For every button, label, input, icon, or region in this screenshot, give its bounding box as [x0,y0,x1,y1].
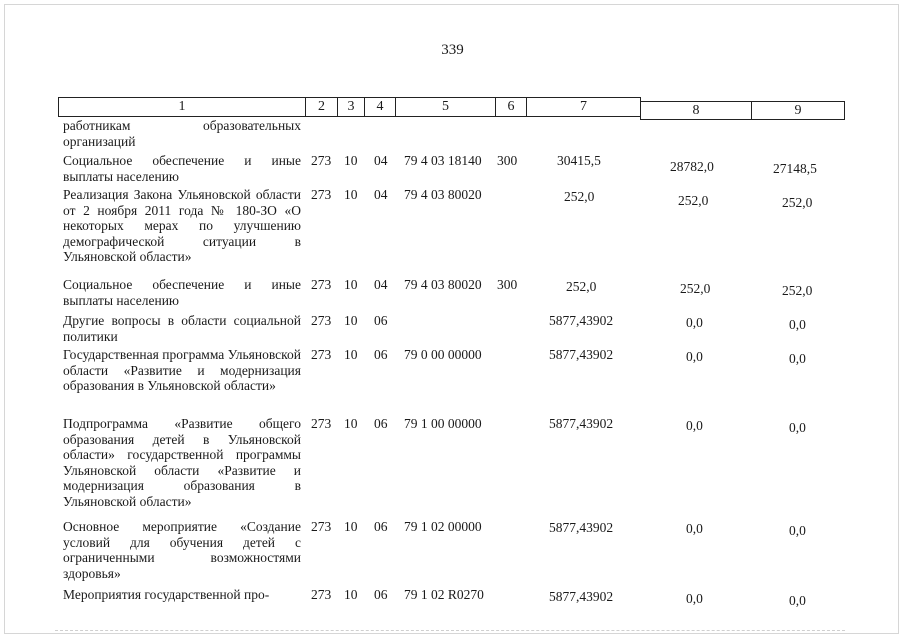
row-col4: 04 [374,277,388,292]
page-number: 339 [441,42,464,58]
row-name: Основное мероприятие «Создание условий для обучения детей с ограниченными возможностями здоровья» [63,519,301,581]
row-col8: 0,0 [686,315,703,330]
row-col8: 28782,0 [670,159,714,174]
row-col3: 10 [344,277,358,292]
row-col5: 79 1 02 00000 [404,519,482,534]
row-name: Социальное обеспечение и иные выплаты населению [63,277,301,308]
row-col8: 0,0 [686,418,703,433]
col-header-6: 6 [495,97,527,117]
row-name: Подпрограмма «Развитие общего образования детей в Ульяновской области» государственной программы Ульяновской области «Развитие и модернизация образования в Ульяновской области» [63,416,301,509]
row-col3: 10 [344,187,358,202]
row-col7: 30415,5 [557,153,601,168]
row-name: Мероприятия государственной про- [63,587,270,602]
col-header-2: 2 [305,97,338,117]
row-col8: 0,0 [686,349,703,364]
col-header-7: 7 [526,97,641,117]
row-col4: 06 [374,416,388,431]
row-col7: 252,0 [566,279,597,294]
col-header-8: 8 [640,101,752,120]
col-header-4: 4 [364,97,396,117]
row-col9: 0,0 [789,593,806,608]
row-col4: 04 [374,153,388,168]
row-col5: 79 4 03 80020 [404,277,482,292]
row-col9: 252,0 [782,195,813,210]
row-col8: 252,0 [680,281,711,296]
col-header-5: 5 [395,97,496,117]
row-name: Другие вопросы в области социальной политики [63,313,301,344]
row-col2: 273 [311,587,332,602]
row-col9: 27148,5 [773,161,817,176]
row-col8: 0,0 [686,521,703,536]
row-col2: 273 [311,416,332,431]
row-name: Реализация Закона Ульяновской области от 2 ноября 2011 года № 180-ЗО «О некоторых мерах по улучшению демографической ситуации в Ульяновской области» [63,187,301,264]
row-col2: 273 [311,153,332,168]
row-col7: 5877,43902 [549,589,614,604]
row-col8: 0,0 [686,591,703,606]
row-col4: 06 [374,519,388,534]
row-col4: 06 [374,313,388,328]
row-col5: 79 4 03 80020 [404,187,482,202]
row-col3: 10 [344,347,358,362]
row-col9: 0,0 [789,420,806,435]
row-col9: 0,0 [789,523,806,538]
row-col4: 06 [374,347,388,362]
row-col7: 5877,43902 [549,347,614,362]
row-col3: 10 [344,416,358,431]
row-col7: 5877,43902 [549,313,614,328]
row-col2: 273 [311,277,332,292]
row-col3: 10 [344,519,358,534]
row-col2: 273 [311,187,332,202]
row-col5: 79 4 03 18140 [404,153,482,168]
row-col7: 5877,43902 [549,520,614,535]
row-name: Социальное обеспечение и иные выплаты населению [63,153,301,184]
row-name: Государственная программа Ульяновской области «Развитие и модернизация образования в Ульяновской области» [63,347,301,393]
col-header-9: 9 [751,101,845,120]
row-col6: 300 [497,277,518,292]
row-col9: 0,0 [789,317,806,332]
row-col9: 252,0 [782,283,813,298]
row-col4: 06 [374,587,388,602]
row-col7: 252,0 [564,189,595,204]
row-col3: 10 [344,313,358,328]
row-col6: 300 [497,153,518,168]
row-col2: 273 [311,313,332,328]
scan-edge-line [55,630,845,631]
row-col3: 10 [344,587,358,602]
row-col9: 0,0 [789,351,806,366]
col-header-1: 1 [58,97,306,117]
row-col5: 79 0 00 00000 [404,347,482,362]
row-col3: 10 [344,153,358,168]
continuation-text: работникам образовательных организаций [63,118,301,149]
row-col5: 79 1 00 00000 [404,416,482,431]
row-col8: 252,0 [678,193,709,208]
row-col7: 5877,43902 [549,416,614,431]
row-col2: 273 [311,519,332,534]
row-col4: 04 [374,187,388,202]
row-col5: 79 1 02 R0270 [404,587,484,602]
col-header-3: 3 [337,97,365,117]
row-col2: 273 [311,347,332,362]
